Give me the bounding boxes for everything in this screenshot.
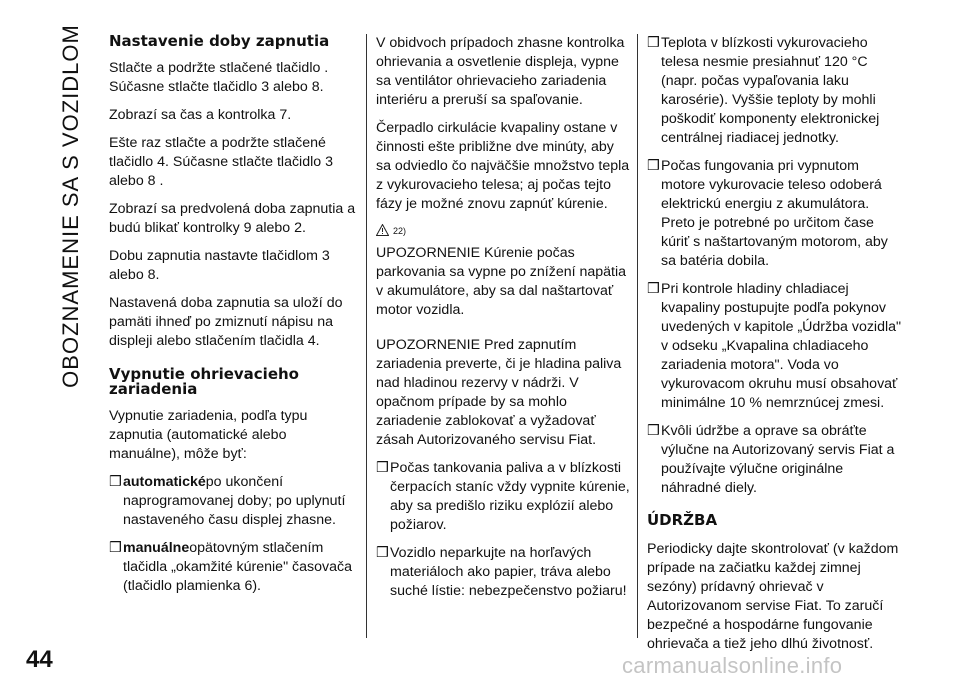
heading-udrzba: ÚDRŽBA	[647, 511, 718, 529]
paragraph: Stlačte a podržte stlačené tlačidlo . Súčasne stlačte tlačidlo 3 alebo 8.	[109, 60, 329, 95]
bullet-bold-term: manuálne	[123, 540, 190, 556]
heading-nastavenie: Nastavenie doby zapnutia	[109, 32, 330, 50]
list-item	[647, 34, 903, 148]
heading-vypnutie: Vypnutie ohrievacieho zariadenia	[109, 365, 299, 398]
bullet-text: Pri kontrole hladiny chladiacej kvapaliny postupujte podľa pokynov uvedených v kapitole „Údržba vozidla" v odseku „Kvapalina chladiaceho zariadenia motora". Voda vo vykurovacom okruhu musí obsahovať minimálne 10 % nemrznúcej zmesi.	[661, 281, 902, 411]
warning-triangle-icon	[376, 224, 389, 236]
checkbox-bullet-icon: ❒	[647, 158, 660, 174]
list-item	[647, 280, 903, 413]
note-paragraph: UPOZORNENIE Pred zapnutím zariadenia preverte, či je hladina paliva nad hladinou rezervy v nádrži. V opačnom prípade by sa mohlo zariadenie zablokovať a vyžadovať zásah Autorizovaného servisu Fiat.	[376, 337, 622, 448]
checkbox-bullet-icon: ❒	[647, 423, 660, 439]
bullet-text: opätovným stlačením tlačidla „okamžité kúrenie" časovača (tlačidlo plamienka 6).	[123, 540, 352, 594]
list-item	[647, 422, 903, 498]
bullet-text: Vozidlo neparkujte na horľavých materiáloch ako papier, tráva alebo suché lístie: nebezpečenstvo požiaru!	[390, 545, 627, 599]
list-item	[376, 544, 630, 601]
bullet-text: po ukončení naprogramovanej doby; po uplynutí nastaveného času displej zhasne.	[123, 474, 346, 528]
checkbox-bullet-icon: ❒	[647, 281, 660, 297]
checkbox-bullet-icon: ❒	[376, 460, 389, 476]
checkbox-bullet-icon: ❒	[376, 545, 389, 561]
page-number: 44	[26, 646, 53, 673]
warning-reference	[376, 218, 630, 236]
column-3	[647, 34, 903, 663]
paragraph: V obidvoch prípadoch zhasne kontrolka ohrievania a osvetlenie displeja, vypne sa ventilátor ohrievacieho zariadenia interiéru a preruší sa spaľovanie.	[376, 35, 625, 108]
list-item	[647, 157, 903, 271]
column-1	[109, 34, 357, 605]
list-item	[109, 473, 357, 530]
paragraph: Zobrazí sa predvolená doba zapnutia a budú blikať kontrolky 9 alebo 2.	[109, 201, 356, 236]
paragraph: Dobu zapnutia nastavte tlačidlom 3 alebo 8.	[109, 248, 330, 283]
checkbox-bullet-icon: ❒	[109, 474, 122, 490]
list-item	[376, 459, 630, 535]
column-divider-1	[366, 34, 367, 638]
bullet-text: Počas tankovania paliva a v blízkosti čerpacích staníc vždy vypnite kúrenie, aby sa predišlo riziku explózií alebo požiarov.	[390, 460, 630, 533]
column-divider-2	[637, 34, 638, 638]
list-item	[109, 539, 357, 596]
side-chapter-title-text: OBOZNAMENIE SA S VOZIDLOM	[58, 24, 83, 388]
note-paragraph: UPOZORNENIE Kúrenie počas parkovania sa vypne po znížení napätia v akumulátore, aby sa dal naštartovať motor vozidla.	[376, 245, 627, 318]
paragraph: Čerpadlo cirkulácie kvapaliny ostane v činnosti ešte približne dve minúty, aby sa odviedlo čo najväčšie množstvo tepla z vykurovacieho telesa; aj počas tejto fázy je možné znovu zapnúť kúrenie.	[376, 120, 630, 212]
paragraph: Zobrazí sa čas a kontrolka 7.	[109, 107, 292, 123]
paragraph: Nastavená doba zapnutia sa uloží do pamäti ihneď po zmiznutí nápisu na displeji alebo stlačením tlačidla 4.	[109, 295, 343, 349]
paragraph: Periodicky dajte skontrolovať (v každom prípade na začiatku každej zimnej sezóny) prídavný ohrievač v Autorizovanom servise Fiat. To zaručí bezpečné a hospodárne fungovanie ohrievača a tiež jeho dlhú životnosť.	[647, 541, 899, 652]
column-2	[376, 34, 630, 610]
paragraph: Ešte raz stlačte a podržte stlačené tlačidlo 4. Súčasne stlačte tlačidlo 3 alebo 8 .	[109, 135, 333, 189]
checkbox-bullet-icon: ❒	[647, 35, 660, 51]
reference-number: 22)	[393, 226, 407, 236]
bullet-text: Kvôli údržbe a oprave sa obráťte výlučne na Autorizovaný servis Fiat a používajte výlučne originálne náhradné diely.	[661, 423, 895, 496]
bullet-text: Teplota v blízkosti vykurovacieho telesa nesmie presiahnuť 120 °C (napr. počas vypaľovania laku karosérie). Vyššie teploty by mohli poškodiť komponenty elektronickej centrálnej riadiacej jednotky.	[661, 35, 880, 146]
checkbox-bullet-icon: ❒	[109, 540, 122, 556]
watermark: carmanualsonline.info	[622, 653, 843, 678]
bullet-text: Počas fungovania pri vypnutom motore vykurovacie teleso odoberá elektrickú energiu z akumulátora. Preto je potrebné po určitom čase kúriť s naštartovaným motorom, aby sa batéria dobila.	[661, 158, 888, 269]
bullet-bold-term: automatické	[123, 474, 206, 490]
side-chapter-title	[56, 24, 86, 388]
paragraph: Vypnutie zariadenia, podľa typu zapnutia (automatické alebo manuálne), môže byť:	[109, 408, 308, 462]
